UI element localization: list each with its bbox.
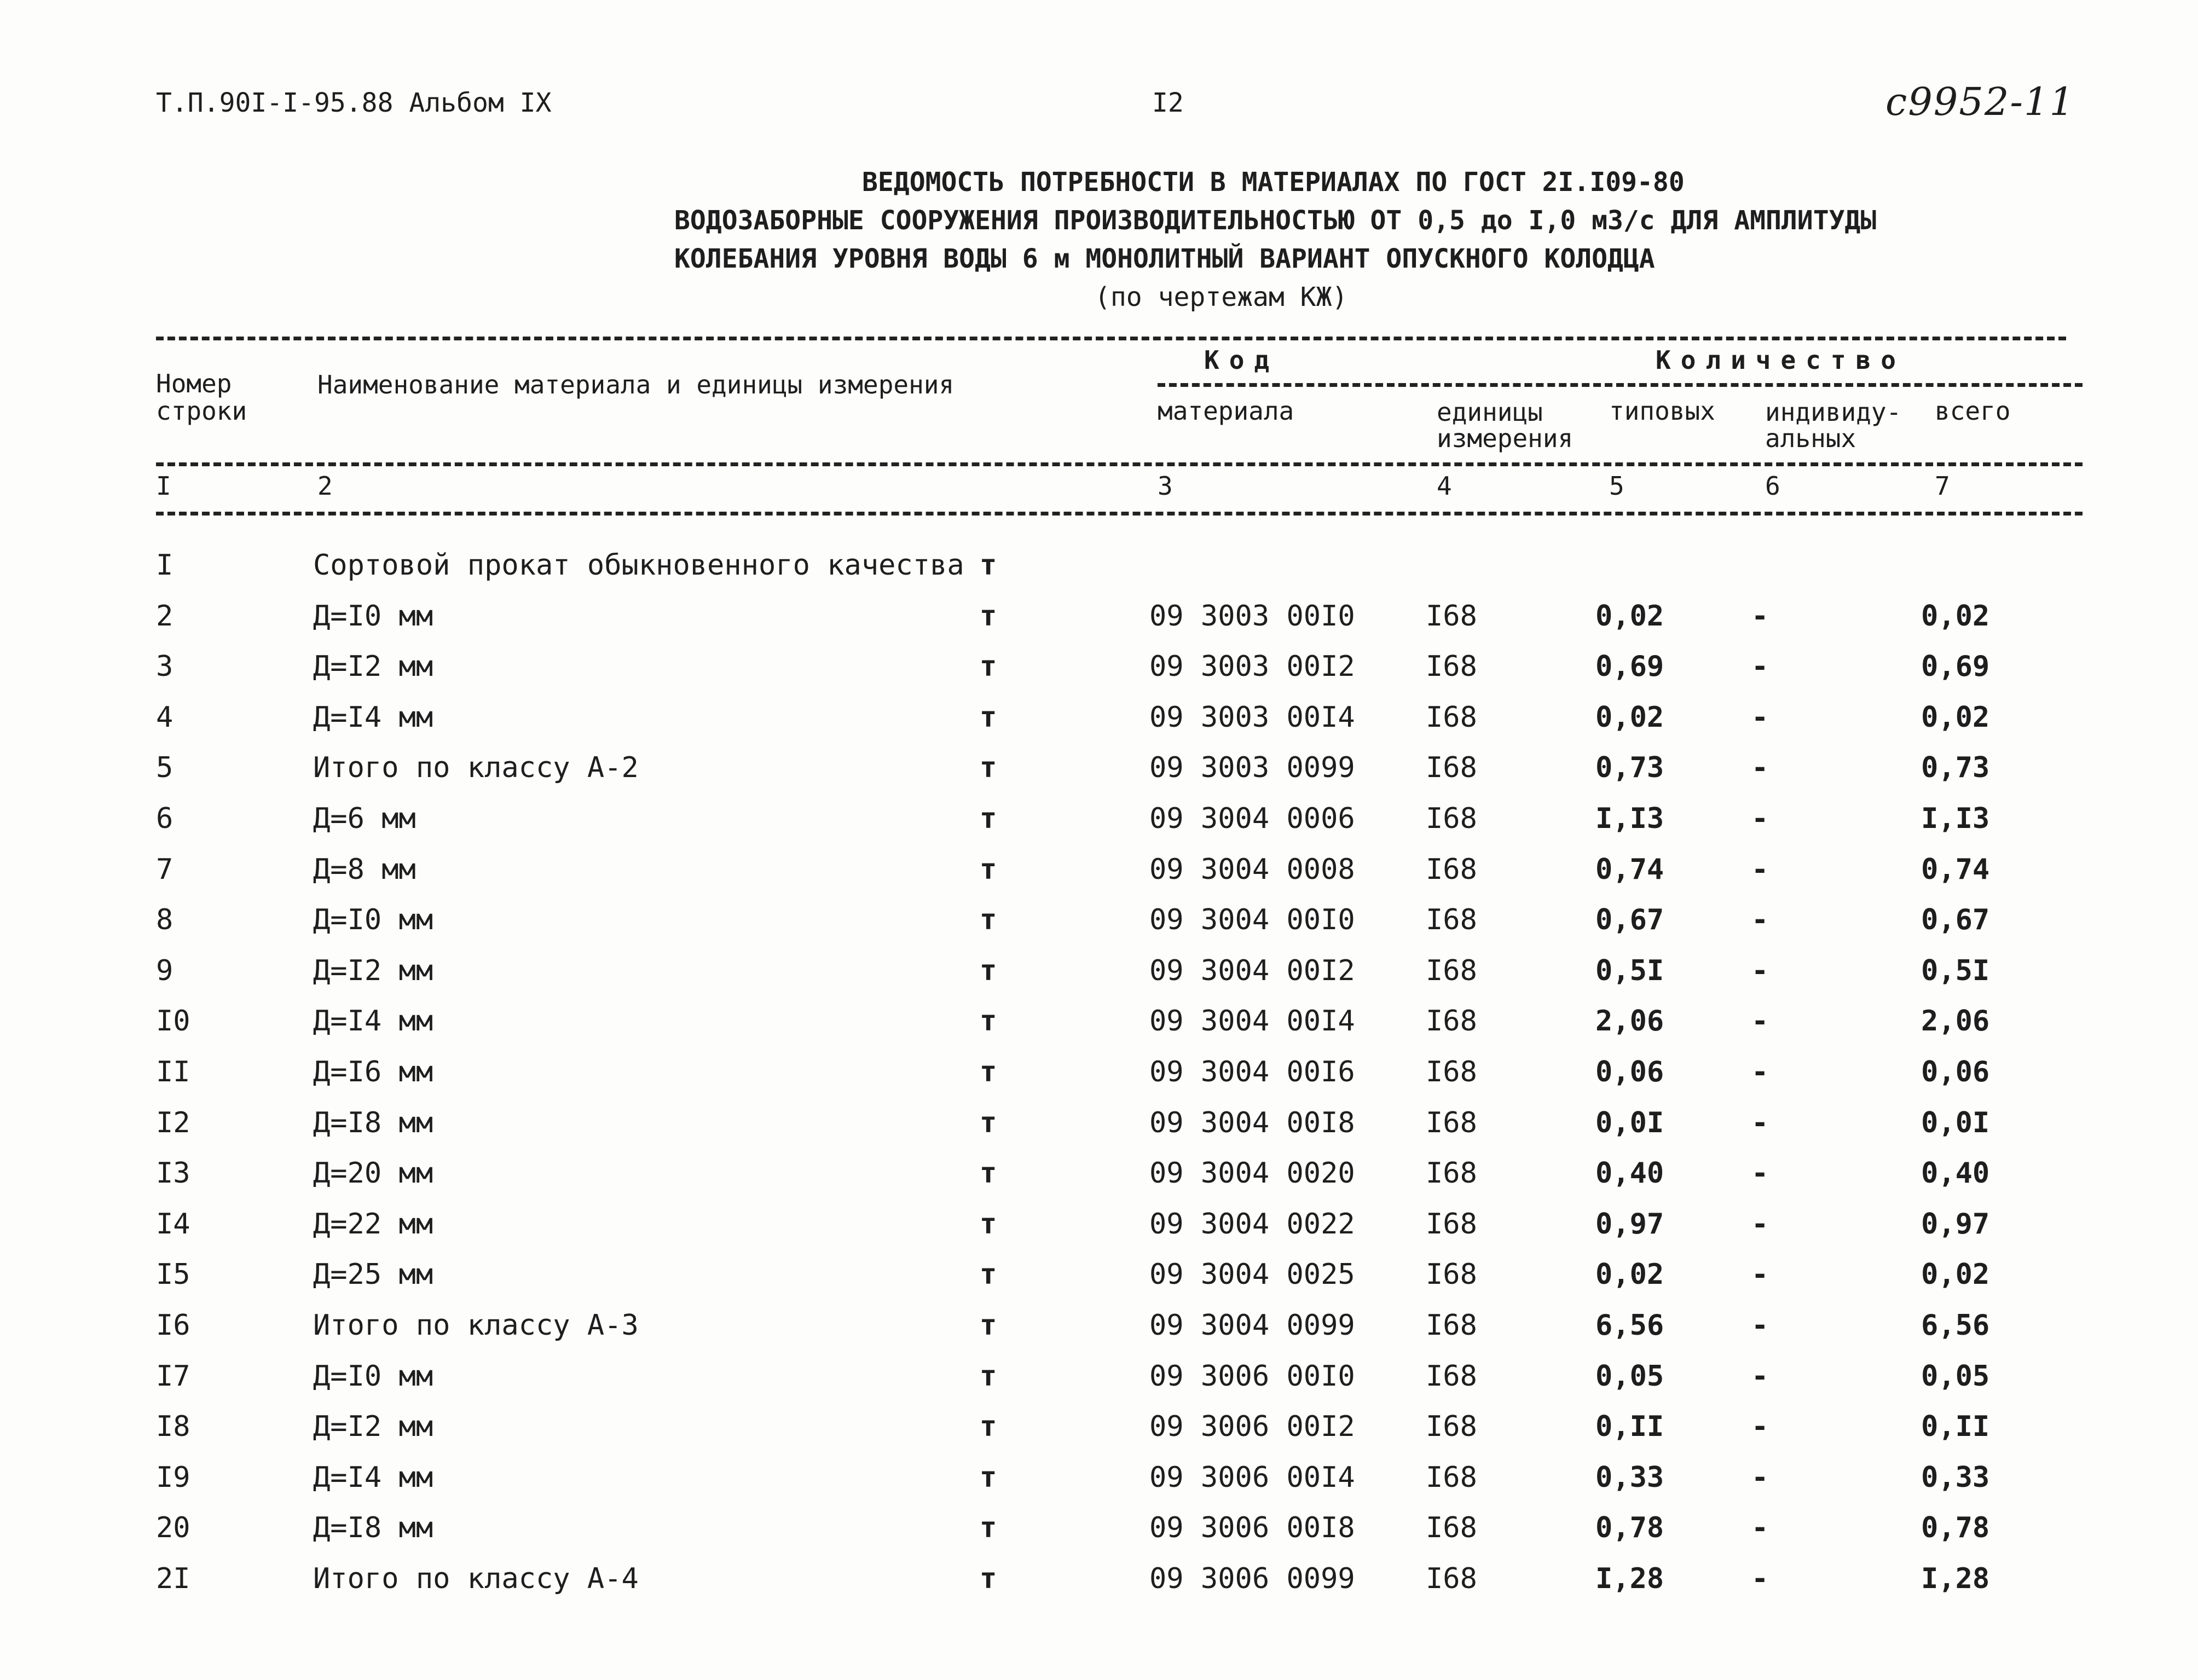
unit-of-measure: т xyxy=(980,599,997,633)
quantity-typical: 0,73 xyxy=(1595,751,1664,785)
quantity-total: 0,0I xyxy=(1921,1106,1990,1139)
table-row xyxy=(0,894,2198,944)
col-individual-header-1: индивиду- xyxy=(1765,397,1902,427)
unit-of-measure: т xyxy=(980,1562,997,1595)
material-name: Д=6 мм xyxy=(313,802,416,835)
material-name: Д=I2 мм xyxy=(313,1410,433,1444)
quantity-total: 0,05 xyxy=(1921,1359,1990,1393)
material-name: Итого по классу А-3 xyxy=(313,1309,639,1342)
material-code: 09 3004 00I6 xyxy=(1149,1056,1355,1088)
quantity-typical: 0,5I xyxy=(1595,954,1664,987)
material-name: Д=I0 мм xyxy=(313,903,433,937)
material-code: 09 3006 00I4 xyxy=(1149,1461,1355,1494)
table-row xyxy=(0,1400,2198,1451)
material-code: 09 3004 00I2 xyxy=(1149,954,1355,987)
quantity-individual: - xyxy=(1751,1106,1769,1139)
quantity-typical: 0,II xyxy=(1595,1410,1664,1444)
unit-code: I68 xyxy=(1426,1207,1477,1241)
material-code: 09 3004 00I4 xyxy=(1149,1005,1355,1038)
material-code: 09 3003 00I2 xyxy=(1149,650,1355,683)
page-number: I2 xyxy=(1152,88,1184,118)
material-code: 09 3003 0099 xyxy=(1149,751,1355,785)
table-row xyxy=(0,1248,2198,1299)
table-row xyxy=(0,995,2198,1045)
header-group-rule xyxy=(1158,383,2083,387)
material-code: 09 3004 00I8 xyxy=(1149,1106,1355,1139)
col-individual-header-2: альных xyxy=(1765,424,1856,453)
row-number: I0 xyxy=(156,1005,190,1038)
row-number: 20 xyxy=(156,1511,190,1545)
quantity-individual: - xyxy=(1751,1410,1769,1444)
unit-of-measure: т xyxy=(980,549,997,582)
material-code: 09 3004 0025 xyxy=(1149,1258,1355,1291)
unit-of-measure: т xyxy=(980,1410,997,1444)
unit-of-measure: т xyxy=(980,1258,997,1291)
material-name: Д=I8 мм xyxy=(313,1106,433,1139)
row-number: I4 xyxy=(156,1207,190,1241)
unit-of-measure: т xyxy=(980,1359,997,1393)
col-name-header: Наименование материала и единицы измерения xyxy=(317,370,955,399)
unit-of-measure: т xyxy=(980,1461,997,1494)
quantity-total: 0,II xyxy=(1921,1410,1990,1444)
material-name: Д=I4 мм xyxy=(313,1461,433,1494)
quantity-total: I,28 xyxy=(1921,1562,1990,1595)
material-name: Д=I0 мм xyxy=(313,599,433,633)
row-number: I9 xyxy=(156,1461,190,1494)
quantity-typical: 6,56 xyxy=(1595,1309,1664,1342)
col-number: 6 xyxy=(1765,471,1780,501)
quantity-total: 2,06 xyxy=(1921,1005,1990,1038)
table-row xyxy=(0,1502,2198,1552)
unit-of-measure: т xyxy=(980,1309,997,1342)
quantity-individual: - xyxy=(1751,802,1769,835)
unit-of-measure: т xyxy=(980,1056,997,1088)
quantity-total: 0,33 xyxy=(1921,1461,1990,1494)
unit-of-measure: т xyxy=(980,1157,997,1190)
unit-code: I68 xyxy=(1426,1562,1477,1595)
col-unit-code-header-2: измерения xyxy=(1437,424,1574,453)
col-number: 2 xyxy=(317,471,333,501)
unit-code: I68 xyxy=(1426,1258,1477,1291)
material-code: 09 3006 0099 xyxy=(1149,1562,1355,1595)
material-code: 09 3004 0022 xyxy=(1149,1207,1355,1241)
document-subtitle-line-1: ВОДОЗАБОРНЫЕ СООРУЖЕНИЯ ПРОИЗВОДИТЕЛЬНОСТЬЮ ОТ 0,5 до I,0 м3/с ДЛЯ АМПЛИТУДЫ xyxy=(674,205,1877,236)
table-row xyxy=(0,539,2198,589)
col-number: 7 xyxy=(1935,471,1950,501)
unit-code: I68 xyxy=(1426,853,1477,886)
unit-of-measure: т xyxy=(980,751,997,785)
unit-of-measure: т xyxy=(980,954,997,987)
material-code: 09 3003 00I0 xyxy=(1149,599,1355,633)
unit-of-measure: т xyxy=(980,802,997,835)
unit-code: I68 xyxy=(1426,1511,1477,1545)
unit-code: I68 xyxy=(1426,1106,1477,1139)
quantity-total: 0,40 xyxy=(1921,1157,1990,1190)
quantity-typical: 0,67 xyxy=(1595,903,1664,937)
row-number: 8 xyxy=(156,903,173,937)
quantity-typical: I,I3 xyxy=(1595,802,1664,835)
quantity-group-header: Количество xyxy=(1656,345,1906,375)
row-number: 3 xyxy=(156,650,173,683)
table-row xyxy=(0,843,2198,894)
material-name: Д=I8 мм xyxy=(313,1511,433,1545)
unit-code: I68 xyxy=(1426,1157,1477,1190)
unit-code: I68 xyxy=(1426,954,1477,987)
quantity-total: 0,69 xyxy=(1921,650,1990,683)
document-title: ВЕДОМОСТЬ ПОТРЕБНОСТИ В МАТЕРИАЛАХ ПО ГОСТ 2I.I09-80 xyxy=(862,167,1685,198)
quantity-typical: 0,69 xyxy=(1595,650,1664,683)
row-number: I xyxy=(156,549,173,582)
material-name: Д=I2 мм xyxy=(313,650,433,683)
row-number: 2I xyxy=(156,1562,190,1595)
unit-code: I68 xyxy=(1426,903,1477,937)
unit-code: I68 xyxy=(1426,599,1477,633)
row-number: 4 xyxy=(156,700,173,734)
quantity-typical: 0,05 xyxy=(1595,1359,1664,1393)
table-row xyxy=(0,1451,2198,1502)
quantity-total: 0,67 xyxy=(1921,903,1990,937)
unit-of-measure: т xyxy=(980,853,997,886)
quantity-individual: - xyxy=(1751,954,1769,987)
header-bottom-rule xyxy=(156,512,2083,515)
unit-code: I68 xyxy=(1426,1359,1477,1393)
header-top-rule xyxy=(156,337,2066,340)
quantity-typical: 0,02 xyxy=(1595,1258,1664,1291)
quantity-individual: - xyxy=(1751,751,1769,785)
quantity-total: 0,78 xyxy=(1921,1511,1990,1545)
row-number: 6 xyxy=(156,802,173,835)
unit-code: I68 xyxy=(1426,1005,1477,1038)
material-name: Д=22 мм xyxy=(313,1207,433,1241)
material-code: 09 3006 00I2 xyxy=(1149,1410,1355,1444)
row-number: 2 xyxy=(156,599,173,633)
quantity-typical: 0,78 xyxy=(1595,1511,1664,1545)
col-number: 5 xyxy=(1609,471,1624,501)
quantity-typical: 2,06 xyxy=(1595,1005,1664,1038)
unit-code: I68 xyxy=(1426,650,1477,683)
col-total-header: всего xyxy=(1935,396,2011,426)
quantity-individual: - xyxy=(1751,1056,1769,1088)
quantity-individual: - xyxy=(1751,1309,1769,1342)
quantity-total: 0,5I xyxy=(1921,954,1990,987)
document-subtitle-line-2: КОЛЕБАНИЯ УРОВНЯ ВОДЫ 6 м МОНОЛИТНЫЙ ВАРИАНТ ОПУСКНОГО КОЛОДЦА xyxy=(674,244,1655,274)
quantity-total: 6,56 xyxy=(1921,1309,1990,1342)
unit-of-measure: т xyxy=(980,1005,997,1038)
unit-of-measure: т xyxy=(980,1511,997,1545)
table-row xyxy=(0,1198,2198,1248)
material-name: Д=I6 мм xyxy=(313,1056,433,1088)
material-code: 09 3003 00I4 xyxy=(1149,700,1355,734)
col-number: I xyxy=(156,471,171,501)
quantity-typical: 0,33 xyxy=(1595,1461,1664,1494)
table-row xyxy=(0,1046,2198,1096)
material-code: 09 3004 0006 xyxy=(1149,802,1355,835)
unit-of-measure: т xyxy=(980,700,997,734)
material-code: 09 3004 0099 xyxy=(1149,1309,1355,1342)
unit-code: I68 xyxy=(1426,751,1477,785)
document-subtitle-note: (по чертежам КЖ) xyxy=(1095,282,1348,312)
table-row xyxy=(0,1350,2198,1400)
quantity-typical: 0,0I xyxy=(1595,1106,1664,1139)
row-number: I5 xyxy=(156,1258,190,1291)
quantity-typical: 0,06 xyxy=(1595,1056,1664,1088)
table-row xyxy=(0,691,2198,741)
unit-of-measure: т xyxy=(980,903,997,937)
quantity-individual: - xyxy=(1751,853,1769,886)
material-name: Д=8 мм xyxy=(313,853,416,886)
row-number: II xyxy=(156,1056,190,1088)
material-name: Итого по классу А-2 xyxy=(313,751,639,785)
quantity-typical: 0,02 xyxy=(1595,700,1664,734)
quantity-total: 0,02 xyxy=(1921,700,1990,734)
unit-of-measure: т xyxy=(980,650,997,683)
quantity-individual: - xyxy=(1751,1511,1769,1545)
quantity-typical: 0,97 xyxy=(1595,1207,1664,1241)
col-number: 4 xyxy=(1437,471,1452,501)
quantity-individual: - xyxy=(1751,1461,1769,1494)
table-row xyxy=(0,945,2198,995)
quantity-typical: 0,02 xyxy=(1595,599,1664,633)
row-number: I2 xyxy=(156,1106,190,1139)
col-number: 3 xyxy=(1158,471,1173,501)
col-material-code-header: материала xyxy=(1158,396,1294,426)
unit-code: I68 xyxy=(1426,700,1477,734)
unit-of-measure: т xyxy=(980,1106,997,1139)
quantity-total: 0,74 xyxy=(1921,853,1990,886)
material-name: Д=20 мм xyxy=(313,1157,433,1190)
col-row-number-header-1: Номер xyxy=(156,369,232,398)
quantity-total: 0,97 xyxy=(1921,1207,1990,1241)
quantity-individual: - xyxy=(1751,903,1769,937)
material-code: 09 3004 0008 xyxy=(1149,853,1355,886)
table-row xyxy=(0,741,2198,792)
material-name: Д=I4 мм xyxy=(313,1005,433,1038)
row-number: 5 xyxy=(156,751,173,785)
table-row xyxy=(0,1299,2198,1349)
table-row xyxy=(0,1147,2198,1197)
quantity-typical: 0,74 xyxy=(1595,853,1664,886)
material-name: Итого по классу А-4 xyxy=(313,1562,639,1595)
quantity-total: 0,06 xyxy=(1921,1056,1990,1088)
material-code: 09 3006 00I0 xyxy=(1149,1359,1355,1393)
unit-code: I68 xyxy=(1426,802,1477,835)
quantity-individual: - xyxy=(1751,700,1769,734)
quantity-total: 0,73 xyxy=(1921,751,1990,785)
header-middle-rule xyxy=(156,462,2083,466)
quantity-individual: - xyxy=(1751,1005,1769,1038)
quantity-individual: - xyxy=(1751,599,1769,633)
material-name: Сортовой прокат обыкновенного качества xyxy=(313,549,964,582)
handwritten-archive-number: с9952-11 xyxy=(1885,79,2075,124)
quantity-individual: - xyxy=(1751,1258,1769,1291)
table-row xyxy=(0,640,2198,691)
quantity-total: I,I3 xyxy=(1921,802,1990,835)
unit-code: I68 xyxy=(1426,1410,1477,1444)
quantity-individual: - xyxy=(1751,1157,1769,1190)
col-typical-header: типовых xyxy=(1609,396,1715,426)
table-row xyxy=(0,1552,2198,1603)
unit-of-measure: т xyxy=(980,1207,997,1241)
unit-code: I68 xyxy=(1426,1309,1477,1342)
table-row xyxy=(0,590,2198,640)
quantity-individual: - xyxy=(1751,650,1769,683)
material-name: Д=I2 мм xyxy=(313,954,433,987)
col-unit-code-header-1: единицы xyxy=(1437,397,1543,427)
material-name: Д=I0 мм xyxy=(313,1359,433,1393)
material-code: 09 3006 00I8 xyxy=(1149,1511,1355,1545)
row-number: I8 xyxy=(156,1410,190,1444)
quantity-individual: - xyxy=(1751,1359,1769,1393)
quantity-typical: I,28 xyxy=(1595,1562,1664,1595)
quantity-total: 0,02 xyxy=(1921,599,1990,633)
row-number: 9 xyxy=(156,954,173,987)
material-code: 09 3004 00I0 xyxy=(1149,903,1355,937)
row-number: I6 xyxy=(156,1309,190,1342)
quantity-typical: 0,40 xyxy=(1595,1157,1664,1190)
table-row xyxy=(0,792,2198,843)
row-number: I3 xyxy=(156,1157,190,1190)
material-code: 09 3004 0020 xyxy=(1149,1157,1355,1190)
row-number: 7 xyxy=(156,853,173,886)
document-reference: Т.П.90I-I-95.88 Альбом IX xyxy=(156,88,552,118)
col-row-number-header-2: строки xyxy=(156,396,247,426)
code-group-header: Код xyxy=(1204,345,1280,375)
unit-code: I68 xyxy=(1426,1056,1477,1088)
quantity-total: 0,02 xyxy=(1921,1258,1990,1291)
material-name: Д=I4 мм xyxy=(313,700,433,734)
table-row xyxy=(0,1097,2198,1147)
row-number: I7 xyxy=(156,1359,190,1393)
unit-code: I68 xyxy=(1426,1461,1477,1494)
quantity-individual: - xyxy=(1751,1562,1769,1595)
quantity-individual: - xyxy=(1751,1207,1769,1241)
material-name: Д=25 мм xyxy=(313,1258,433,1291)
